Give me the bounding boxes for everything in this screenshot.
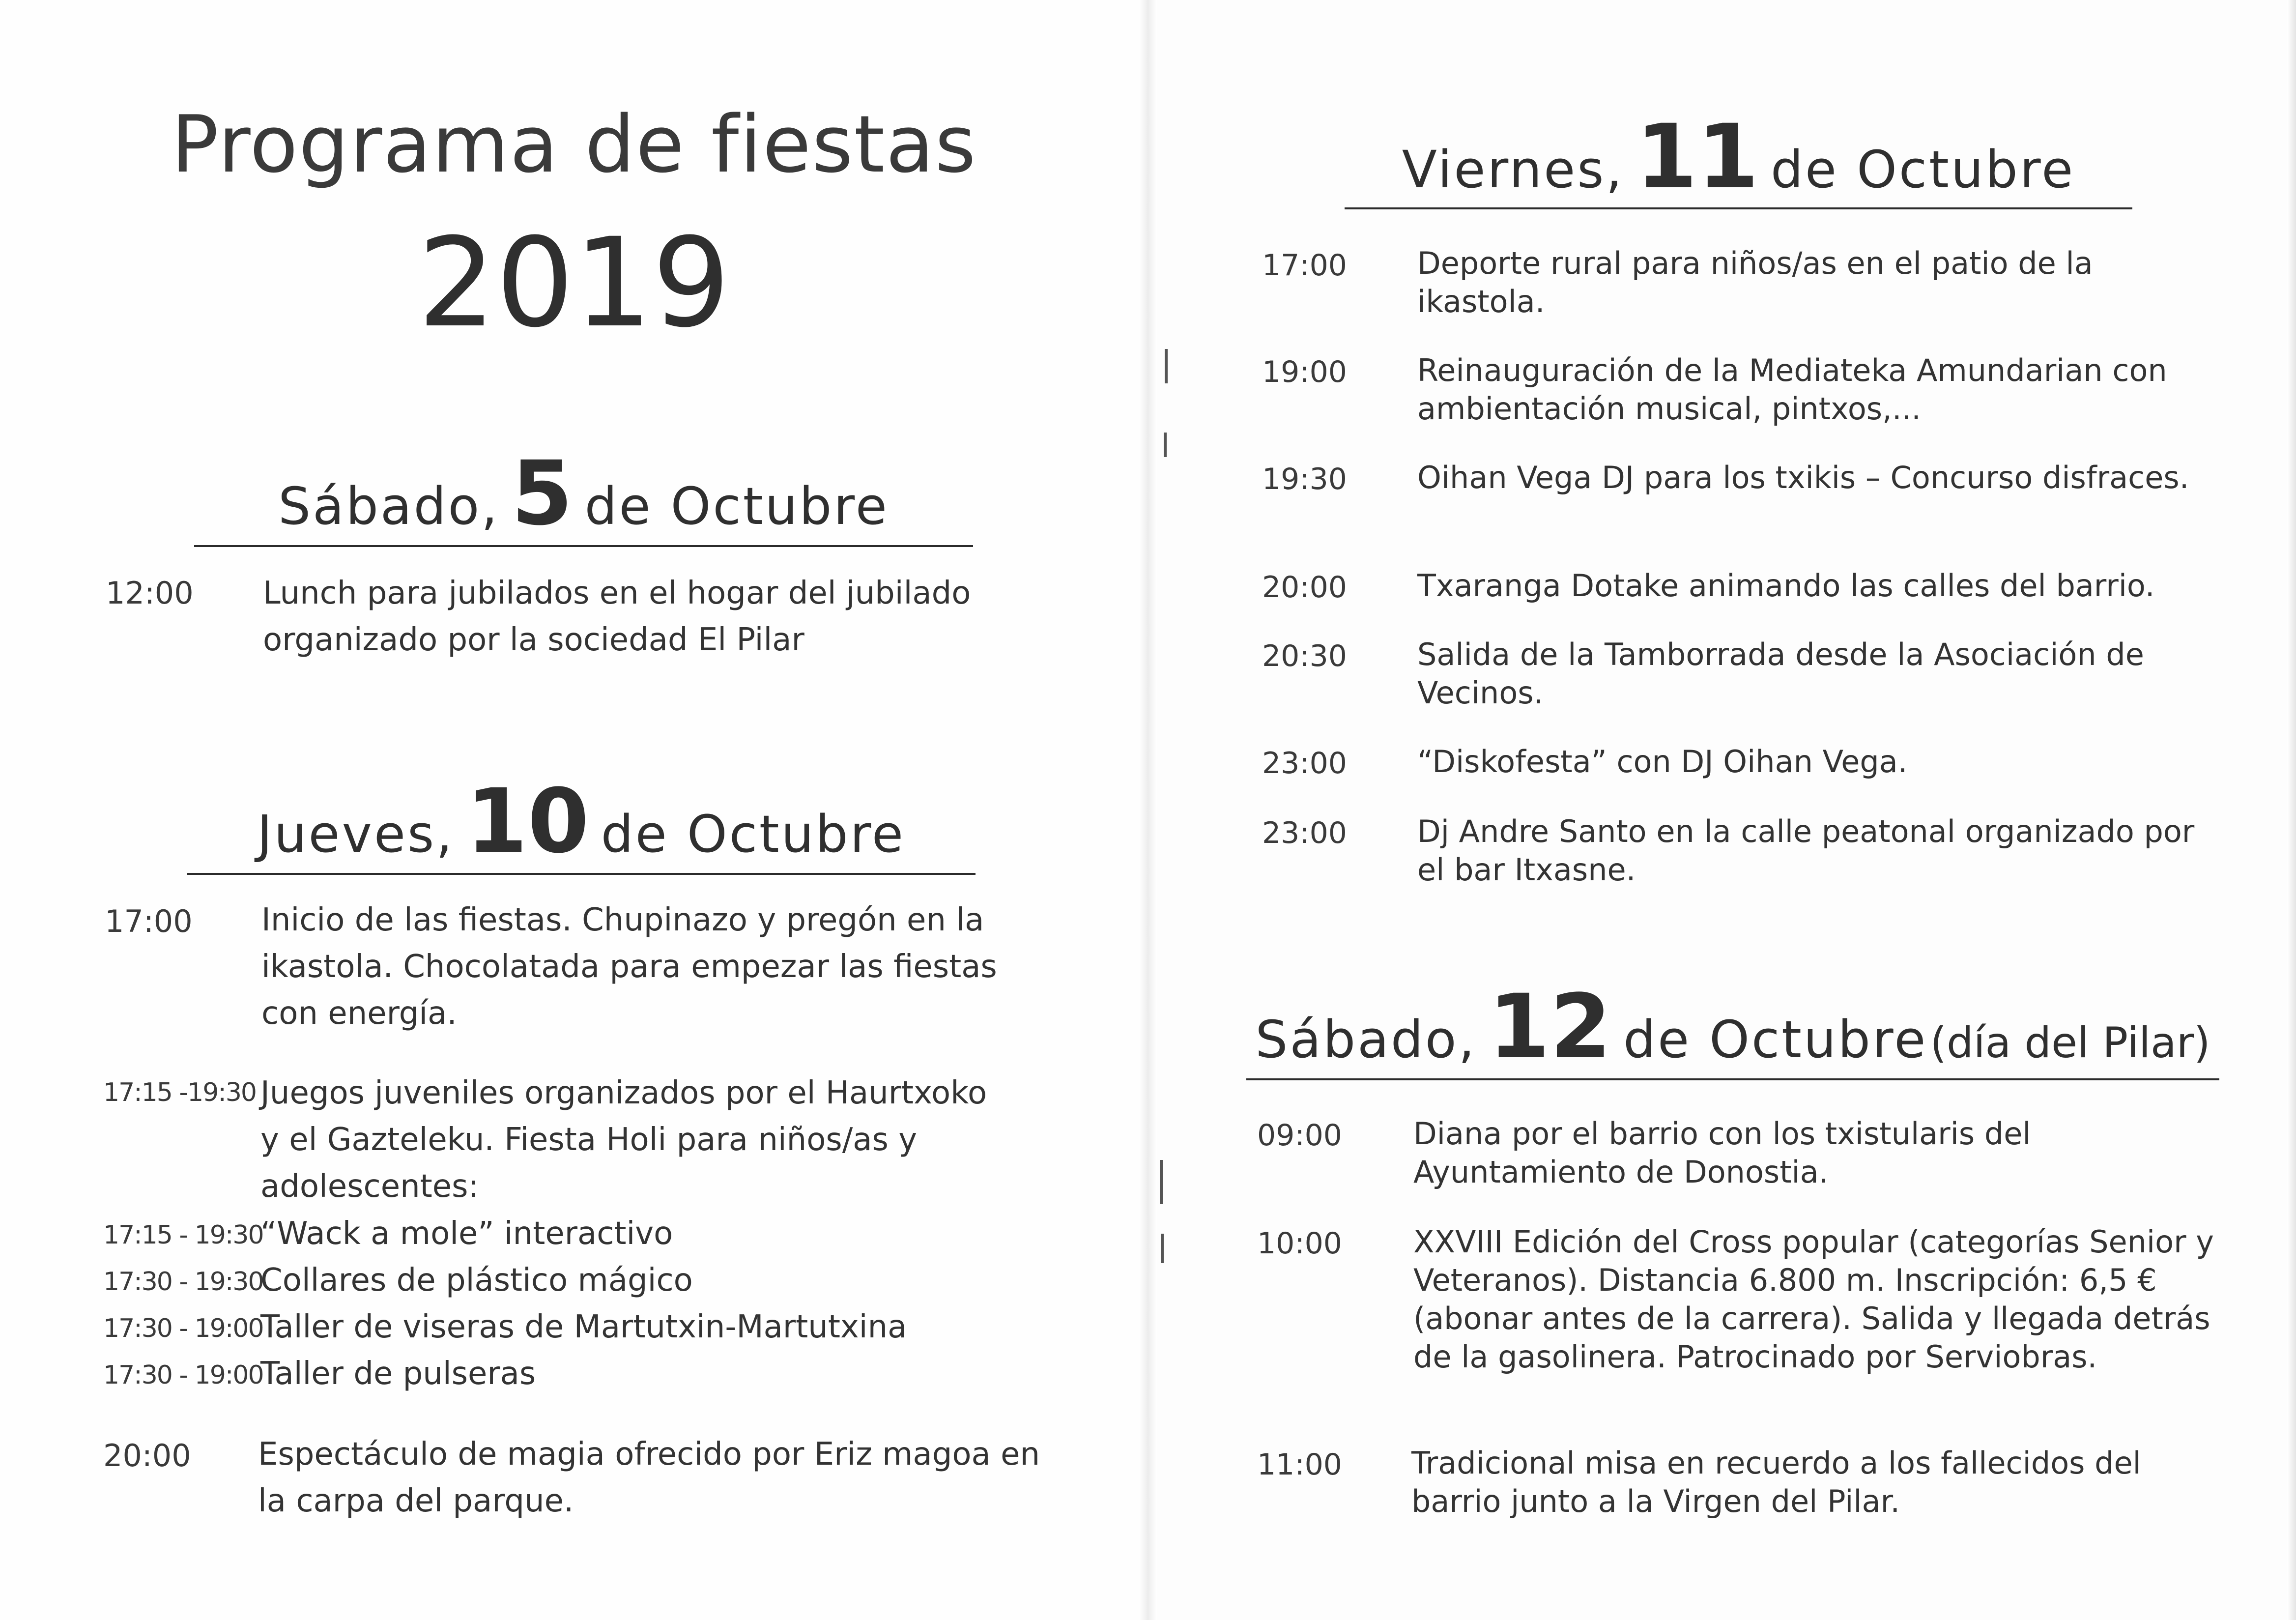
event-description: Salida de la Tamborrada desde la Asociación de Vecinos. [1417,636,2144,711]
event-time: 17:15 -19:30 [103,1078,257,1107]
book-gutter [1139,0,1157,1620]
event-time: 20:30 [1262,639,1347,673]
day-prefix: Sábado, [1255,1010,1477,1070]
event-description: Reinauguración de la Mediateka Amundarian con ambientación musical, pintxos,... [1417,352,2167,427]
day-heading-viernes-11 [1345,106,2132,209]
event-time: 17:30 - 19:00 [103,1360,263,1390]
day-heading-jueves-10 [187,770,976,875]
event-description: Lunch para jubilados en el hogar del jubilado organizado por la sociedad El Pilar [263,575,971,658]
event-description: Deporte rural para niños/as en el patio de la ikastola. [1417,245,2093,319]
event-time: 10:00 [1257,1226,1342,1261]
event-description: Espectáculo de magia ofrecido por Eriz magoa en la carpa del parque. [258,1436,1040,1519]
event-time: 12:00 [106,575,194,611]
day-number: 12 [1488,976,1612,1078]
event-time: 19:00 [1262,355,1347,389]
page-edge-shadow [2287,0,2296,1620]
event-time: 19:30 [1262,462,1347,496]
event-description: Txaranga Dotake animando las calles del barrio. [1417,568,2155,604]
binding-staple-mark [1160,1160,1163,1204]
event-time: 20:00 [103,1438,191,1474]
binding-staple-mark [1164,433,1167,457]
day-suffix: de Octubre [1771,140,2075,200]
event-time: 23:00 [1262,816,1347,850]
event-description: Dj Andre Santo en la calle peatonal organizado por el bar Itxasne. [1417,813,2195,888]
event-time: 09:00 [1257,1118,1342,1153]
day-suffix: de Octubre [601,804,906,864]
right-page [1148,0,2296,1620]
day-note: (día del Pilar) [1930,1018,2210,1068]
event-time: 17:00 [105,903,193,939]
day-prefix: Jueves, [257,804,455,864]
event-time: 11:00 [1257,1447,1342,1482]
event-description: Diana por el barrio con los txistularis del Ayuntamiento de Donostia. [1413,1116,2031,1190]
event-description: Taller de viseras de Martutxin-Martutxina [260,1309,907,1345]
binding-staple-mark [1165,349,1168,383]
event-description: XXVIII Edición del Cross popular (categorías Senior y Veteranos). Distancia 6.800 m. Inscripción: 6,5 € (abonar antes de la carrera). Salida y llegada detrás de la gasolinera. Patrocinado por Serviobras. [1413,1224,2214,1375]
event-description: “Wack a mole” interactivo [260,1215,673,1252]
event-time: 17:30 - 19:00 [103,1314,263,1343]
event-time: 17:00 [1262,248,1347,283]
event-time: 17:15 - 19:30 [103,1220,263,1250]
binding-staple-mark [1161,1234,1164,1263]
event-time: 17:30 - 19:30 [103,1267,263,1297]
day-heading-sabado-5 [194,442,973,547]
event-time: 23:00 [1262,746,1347,781]
day-prefix: Viernes, [1402,140,1624,200]
event-description: Inicio de las fiestas. Chupinazo y pregón en la ikastola. Chocolatada para empezar las fiestas con energía. [261,902,997,1032]
program-title: Programa de fiestas [171,98,977,190]
day-number: 10 [466,770,589,873]
day-number: 11 [1636,106,1759,208]
event-description: Juegos juveniles organizados por el Haurtxoko y el Gazteleku. Fiesta Holi para niños/as y adolescentes: [260,1075,987,1205]
program-year: 2019 [417,211,731,354]
day-heading-sabado-12 [1246,976,2219,1080]
day-number: 5 [511,442,573,545]
event-description: “Diskofesta” con DJ Oihan Vega. [1417,744,1908,780]
event-description: Tradicional misa en recuerdo a los fallecidos del barrio junto a la Virgen del Pilar. [1411,1445,2141,1519]
event-description: Collares de plástico mágico [260,1262,693,1299]
event-description: Oihan Vega DJ para los txikis – Concurso disfraces. [1417,460,2189,495]
event-description: Taller de pulseras [260,1356,536,1392]
event-time: 20:00 [1262,570,1347,605]
day-suffix: de Octubre [584,476,889,536]
day-suffix: de Octubre [1623,1010,1928,1070]
day-prefix: Sábado, [278,476,500,536]
